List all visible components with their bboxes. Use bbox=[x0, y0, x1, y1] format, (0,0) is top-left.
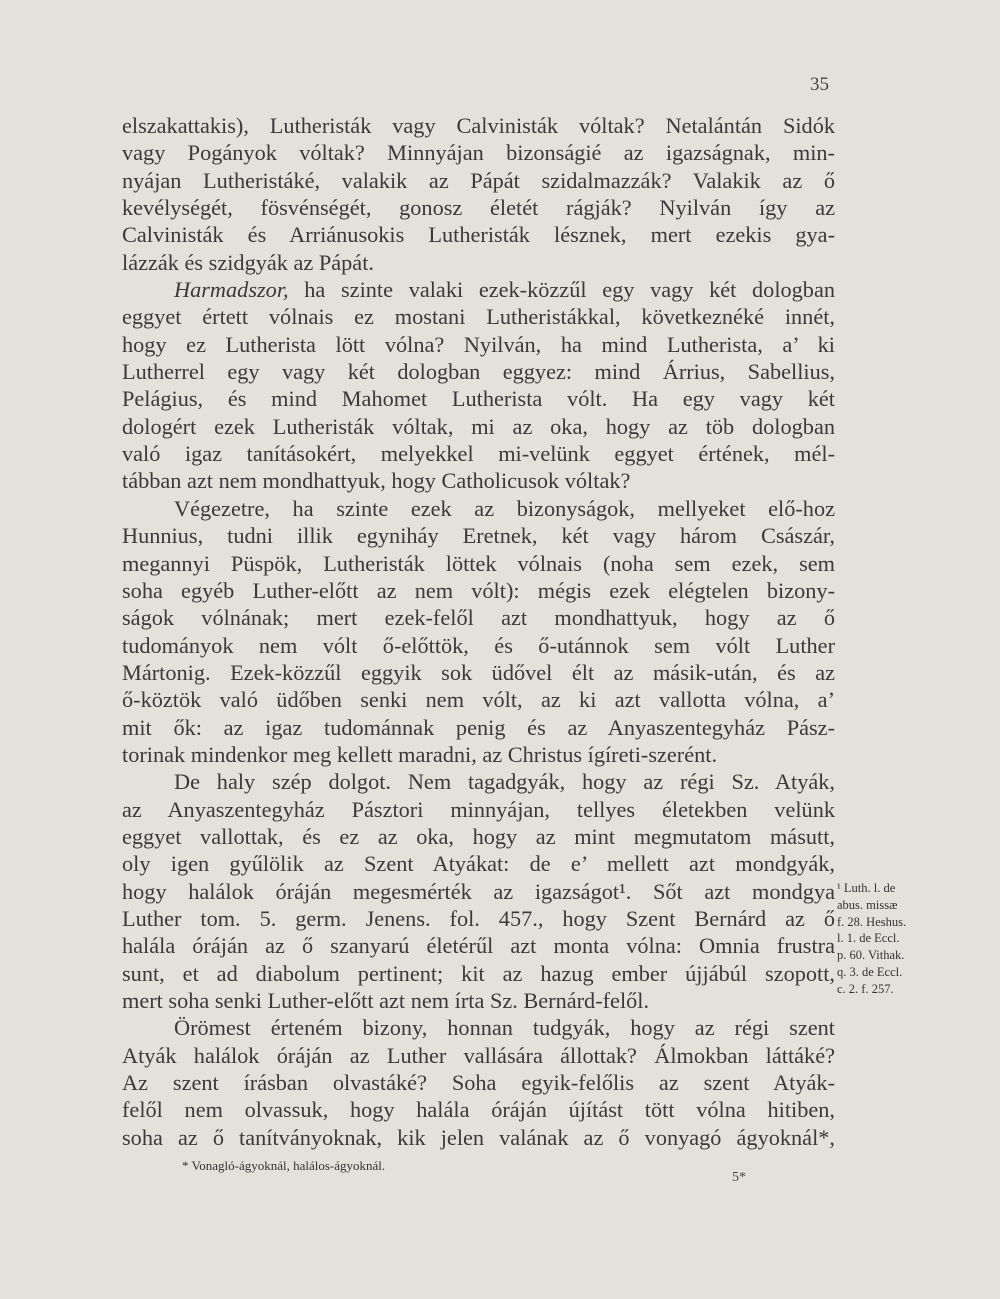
text-line-content: felől nem olvassuk, hogy halála óráján újítást tött vólna hitiben, bbox=[122, 1097, 835, 1123]
text-line-content: mert soha senki Luther-előtt azt nem írta Sz. Bernárd-felől. bbox=[122, 988, 650, 1013]
text-line bbox=[122, 331, 835, 358]
text-line bbox=[122, 522, 835, 549]
text-line bbox=[122, 1014, 835, 1041]
text-line bbox=[122, 413, 835, 440]
text-line-content: halála óráján az ő szanyarú életérűl azt monta vólna: Omnia frustra bbox=[122, 933, 835, 959]
side-note-line: c. 2. f. 257. bbox=[837, 981, 894, 996]
text-line bbox=[122, 495, 835, 522]
text-line bbox=[122, 1124, 835, 1151]
side-note-line: f. 28. Heshus. bbox=[837, 914, 907, 929]
text-line bbox=[122, 1042, 835, 1069]
text-line-content: Mártonig. Ezek-közzűl eggyik sok üdővel élt az másik-után, és az bbox=[122, 659, 835, 685]
side-note-line: abus. missæ bbox=[837, 897, 898, 912]
text-line bbox=[122, 686, 835, 713]
text-line bbox=[122, 1069, 835, 1096]
page-number: 35 bbox=[810, 74, 829, 95]
text-line bbox=[122, 659, 835, 686]
text-line-content: kevélységét, fösvénségét, gonosz életét rágják? Nyilván így az bbox=[122, 195, 835, 221]
text-line-content: Hunnius, tudni illik egyniháy Eretnek, két vagy három Császár, bbox=[122, 523, 835, 549]
text-line-content: Pelágius, és mind Mahomet Lutherista vólt. Ha egy vagy két bbox=[122, 386, 835, 412]
signature-mark: 5* bbox=[732, 1170, 746, 1185]
text-line-content: ha szinte valaki ezek-közzűl egy vagy két dologban bbox=[288, 277, 835, 303]
text-line-content: dologért ezek Lutheristák vóltak, mi az oka, hogy az töb dologban bbox=[122, 413, 835, 439]
text-line bbox=[122, 139, 835, 166]
text-line-content: lázzák és szidgyák az Pápát. bbox=[122, 249, 374, 275]
text-line bbox=[122, 249, 835, 276]
side-note-line: q. 3. de Eccl. bbox=[837, 964, 903, 979]
text-line-content: nyájan Lutheristáké, valakik az Pápát szidalmazzák? Valakik az ő bbox=[122, 167, 835, 193]
side-note-line: p. 60. Vithak. bbox=[837, 948, 905, 963]
text-line bbox=[122, 303, 835, 330]
text-line bbox=[122, 550, 835, 577]
text-line bbox=[122, 167, 835, 194]
text-line-content: eggyet vallottak, és ez az oka, hogy az mint megmutatom másutt, bbox=[122, 823, 835, 849]
text-line bbox=[122, 467, 835, 494]
text-line bbox=[122, 768, 835, 795]
text-line-content: hogy halálok óráján megesmérték az igazságot¹. Sőt azt mondgya bbox=[122, 878, 835, 904]
text-line-content: Örömest érteném bizony, honnan tudgyák, hogy az régi szent bbox=[174, 1015, 835, 1041]
text-line bbox=[122, 932, 835, 959]
text-line-content: Calvinisták és Arriánusokis Lutheristák lésznek, mert ezekis gya- bbox=[122, 222, 835, 248]
text-line-content: Atyák halálok óráján az Luther vallására állottak? Álmokban láttáké? bbox=[122, 1042, 835, 1068]
text-line bbox=[122, 194, 835, 221]
text-line-content: megannyi Püspök, Lutheristák löttek vólnais (noha sem ezek, sem bbox=[122, 550, 835, 576]
text-line bbox=[122, 878, 835, 905]
text-line bbox=[122, 987, 835, 1014]
italic-word: Harmadszor, bbox=[174, 277, 289, 303]
text-line-content: az Anyaszentegyház Pásztori minnyájan, tellyes életekben velünk bbox=[122, 796, 835, 822]
text-line bbox=[122, 276, 835, 303]
text-line bbox=[122, 112, 835, 139]
text-line-content: ságok vólnának; mert ezek-felől azt mondhattyuk, hogy az ő bbox=[122, 605, 835, 631]
body-text bbox=[122, 112, 835, 1151]
text-line-content: sunt, et ad diabolum pertinent; kit az hazug ember újjábúl szopott, bbox=[122, 960, 835, 986]
text-line-content: tudományok nem vólt ő-előttök, és ő-utánnok sem vólt Luther bbox=[122, 632, 835, 658]
side-notes bbox=[837, 880, 906, 998]
text-line-content: Luther tom. 5. germ. Jenens. fol. 457., hogy Szent Bernárd az ő bbox=[122, 905, 835, 931]
text-line-content: vagy Pogányok vóltak? Minnyájan bizonságié az igazságnak, min- bbox=[122, 140, 835, 166]
side-note-line: l. 1. de Eccl. bbox=[837, 931, 900, 946]
text-line-content: való igaz tanításokért, melyekkel mi-velünk eggyet értének, mél- bbox=[122, 441, 835, 467]
text-line bbox=[122, 905, 835, 932]
text-line bbox=[122, 960, 835, 987]
text-line bbox=[122, 440, 835, 467]
text-line bbox=[122, 221, 835, 248]
text-line-content: Az szent írásban olvastáké? Soha egyik-felőlis az szent Atyák- bbox=[122, 1070, 835, 1096]
text-line-content: De haly szép dolgot. Nem tagadgyák, hogy az régi Sz. Atyák, bbox=[174, 769, 835, 795]
text-line-content: tábban azt nem mondhattyuk, hogy Catholicusok vóltak? bbox=[122, 468, 631, 494]
text-line-content: soha egyéb Luther-előtt az nem vólt): mégis ezek elégtelen bizony- bbox=[122, 577, 835, 603]
text-line-content: eggyet értett vólnais ez mostani Lutheristákkal, következnéké innét, bbox=[122, 304, 835, 330]
text-line-content: oly igen gyűlölik az Szent Atyákat: de e’ mellett azt mondgyák, bbox=[122, 851, 835, 877]
text-line bbox=[122, 1096, 835, 1123]
text-line-content: torinak mindenkor meg kellett maradni, az Christus ígíreti-szerént. bbox=[122, 741, 718, 767]
text-line bbox=[122, 796, 835, 823]
text-line bbox=[122, 714, 835, 741]
text-line bbox=[122, 604, 835, 631]
text-line bbox=[122, 632, 835, 659]
text-line bbox=[122, 358, 835, 385]
text-line bbox=[122, 823, 835, 850]
text-line-content: Végezetre, ha szinte ezek az bizonyságok, mellyeket elő-hoz bbox=[174, 495, 835, 521]
text-line bbox=[122, 741, 835, 768]
side-note-line: ¹ Luth. l. de bbox=[837, 881, 896, 895]
text-line-content: Lutherrel egy vagy két dologban eggyez: mind Árrius, Sabellius, bbox=[122, 359, 835, 385]
text-line-content: elszakattakis), Lutheristák vagy Calvinisták vóltak? Netalántán Sidók bbox=[122, 113, 835, 138]
footnote: * Vonagló-ágyoknál, halálos-ágyoknál. bbox=[182, 1158, 386, 1173]
text-line-content: hogy ez Lutherista lött vólna? Nyilván, ha mind Lutherista, a’ ki bbox=[122, 331, 835, 357]
text-line bbox=[122, 850, 835, 877]
text-line bbox=[122, 385, 835, 412]
text-line-content: mit ők: az igaz tudománnak penig és az Anyaszentegyház Pász- bbox=[122, 714, 835, 740]
text-line-content: soha az ő tanítványoknak, kik jelen valának az ő vonyagó ágyoknál*, bbox=[122, 1124, 835, 1150]
text-line-content: ő-köztök való üdőben senki nem vólt, az ki azt vallotta vólna, a’ bbox=[122, 687, 835, 713]
text-line bbox=[122, 577, 835, 604]
